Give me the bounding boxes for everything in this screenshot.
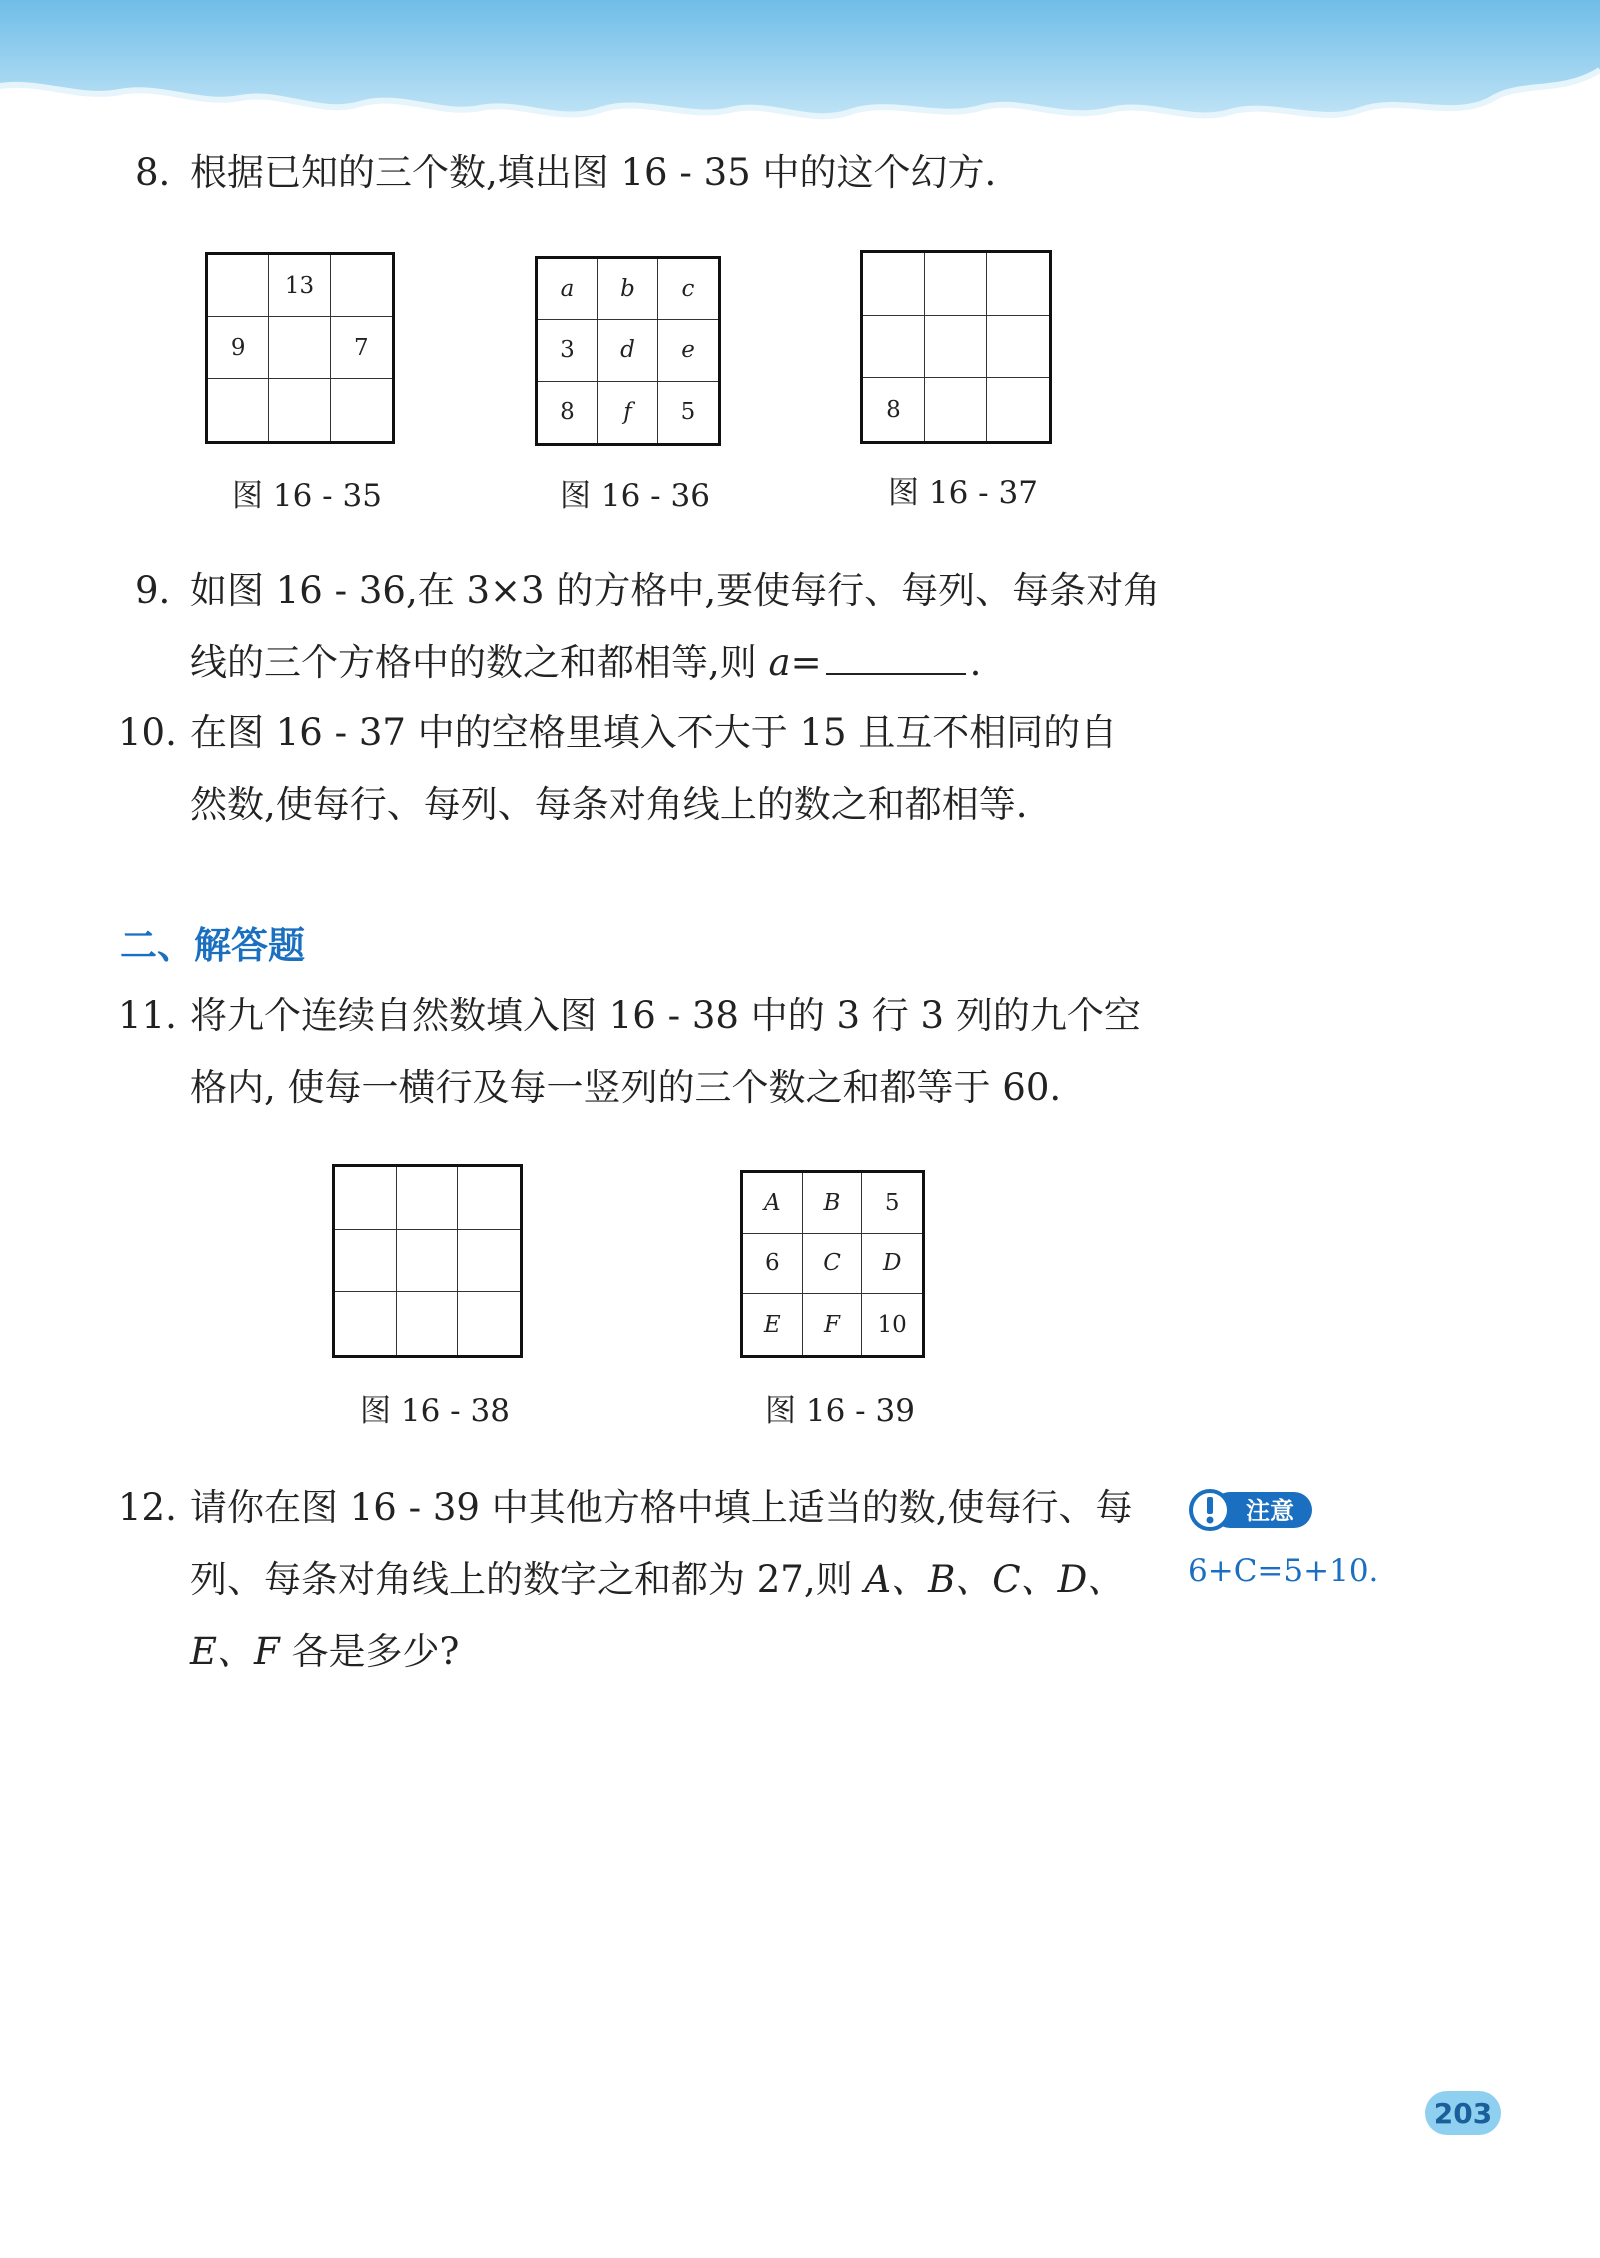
grid-cell	[925, 316, 987, 379]
variables-a-to-d: A、B、C、D、	[864, 1558, 1125, 1601]
grid-cell	[397, 1230, 459, 1293]
grid-cell	[269, 379, 330, 441]
question-number: 9.	[135, 569, 171, 612]
grid-cell: f	[598, 382, 658, 443]
question-text: 将九个连续自然数填入图 16 - 38 中的 3 行 3 列的九个空	[190, 994, 1141, 1037]
question-text: 列、每条对角线上的数字之和都为 27,则	[190, 1558, 865, 1601]
question-8	[135, 137, 1235, 209]
page-number: 203	[1425, 2091, 1501, 2135]
grid-cell	[987, 378, 1049, 441]
grid-cell	[925, 378, 987, 441]
grid-cell	[987, 316, 1049, 379]
grid-cell	[397, 1167, 459, 1230]
magic-square-grid-16-35	[205, 252, 395, 444]
grid-cell	[331, 255, 392, 317]
figure-caption: 图 16 - 38	[360, 1393, 510, 1429]
grid-cell: B	[803, 1173, 863, 1234]
question-12	[118, 1472, 1178, 1688]
magic-square-grid-16-39	[740, 1170, 925, 1358]
grid-cell	[458, 1230, 520, 1293]
question-10	[118, 697, 1238, 841]
grid-cell	[925, 253, 987, 316]
grid-cell: b	[598, 259, 658, 320]
grid-cell	[987, 253, 1049, 316]
grid-cell: e	[658, 320, 718, 381]
figure-caption: 图 16 - 39	[765, 1393, 915, 1429]
grid-cell: D	[862, 1234, 922, 1295]
question-end: .	[969, 641, 982, 684]
figure-caption: 图 16 - 36	[560, 478, 710, 514]
question-text: 在图 16 - 37 中的空格里填入不大于 15 且互不相同的自	[190, 711, 1118, 754]
grid-cell: 5	[680, 399, 696, 426]
grid-cell: E	[743, 1294, 803, 1355]
grid-cell: A	[743, 1173, 803, 1234]
question-text-line-3	[190, 1616, 459, 1688]
grid-cell	[269, 317, 330, 379]
grid-cell: 8	[863, 378, 925, 441]
grid-cell	[458, 1167, 520, 1230]
question-text: 请你在图 16 - 39 中其他方格中填上适当的数,使每行、每	[190, 1486, 1133, 1529]
note-formula: 6+C=5+10.	[1188, 1553, 1379, 1589]
question-text: 如图 16 - 36,在 3×3 的方格中,要使每行、每列、每条对角	[190, 569, 1161, 612]
grid-cell: 5	[862, 1173, 922, 1234]
grid-cell: 9	[208, 317, 269, 379]
question-number: 8.	[135, 151, 171, 194]
equals-sign: =	[790, 641, 822, 684]
grid-cell: 7	[331, 317, 392, 379]
grid-cell: d	[598, 320, 658, 381]
grid-cell: 10	[877, 1311, 907, 1338]
figure-caption: 图 16 - 35	[232, 478, 382, 514]
grid-16-38	[332, 1164, 523, 1358]
question-number: 11.	[118, 994, 177, 1037]
grid-cell	[335, 1230, 397, 1293]
question-text: 线的三个方格中的数之和都相等,则	[190, 641, 769, 684]
question-number: 10.	[118, 711, 177, 754]
grid-cell: c	[658, 259, 718, 320]
magic-square-grid-16-36	[535, 256, 721, 446]
grid-cell	[863, 316, 925, 379]
question-text: 然数,使每行、每列、每条对角线上的数之和都相等.	[190, 783, 1028, 826]
question-text: 根据已知的三个数,填出图 16 - 35 中的这个幻方.	[190, 151, 997, 194]
question-11	[118, 980, 1238, 1124]
variables-e-f: E、F	[190, 1630, 280, 1673]
grid-cell: F	[803, 1294, 863, 1355]
figure-caption: 图 16 - 37	[888, 475, 1038, 511]
grid-cell	[331, 379, 392, 441]
grid-cell	[863, 253, 925, 316]
grid-cell: 6	[743, 1234, 803, 1295]
grid-cell	[208, 255, 269, 317]
grid-cell: C	[803, 1234, 863, 1295]
question-number: 12.	[118, 1486, 177, 1529]
magic-square-grid-16-37	[860, 250, 1052, 444]
grid-cell	[335, 1292, 397, 1355]
question-text: 各是多少?	[279, 1630, 460, 1673]
grid-cell	[458, 1292, 520, 1355]
grid-cell	[397, 1292, 459, 1355]
header-band	[0, 0, 1600, 135]
exclamation-icon	[1207, 1497, 1214, 1524]
grid-cell	[335, 1167, 397, 1230]
variable-a: a	[768, 641, 791, 684]
grid-cell: 13	[269, 255, 330, 317]
grid-cell: 8	[538, 382, 598, 443]
answer-blank[interactable]	[826, 643, 966, 675]
note-label: 注意	[1246, 1497, 1294, 1525]
grid-cell: a	[538, 259, 598, 320]
question-text-line-2	[190, 1544, 1124, 1616]
grid-cell: 3	[538, 320, 598, 381]
question-text-line-2	[190, 627, 981, 699]
section-title: 二、解答题	[120, 924, 305, 967]
question-text: 格内, 使每一横行及每一竖列的三个数之和都等于 60.	[190, 1066, 1062, 1109]
question-9	[135, 555, 1235, 699]
note-badge	[1188, 1488, 1314, 1532]
grid-cell	[208, 379, 269, 441]
